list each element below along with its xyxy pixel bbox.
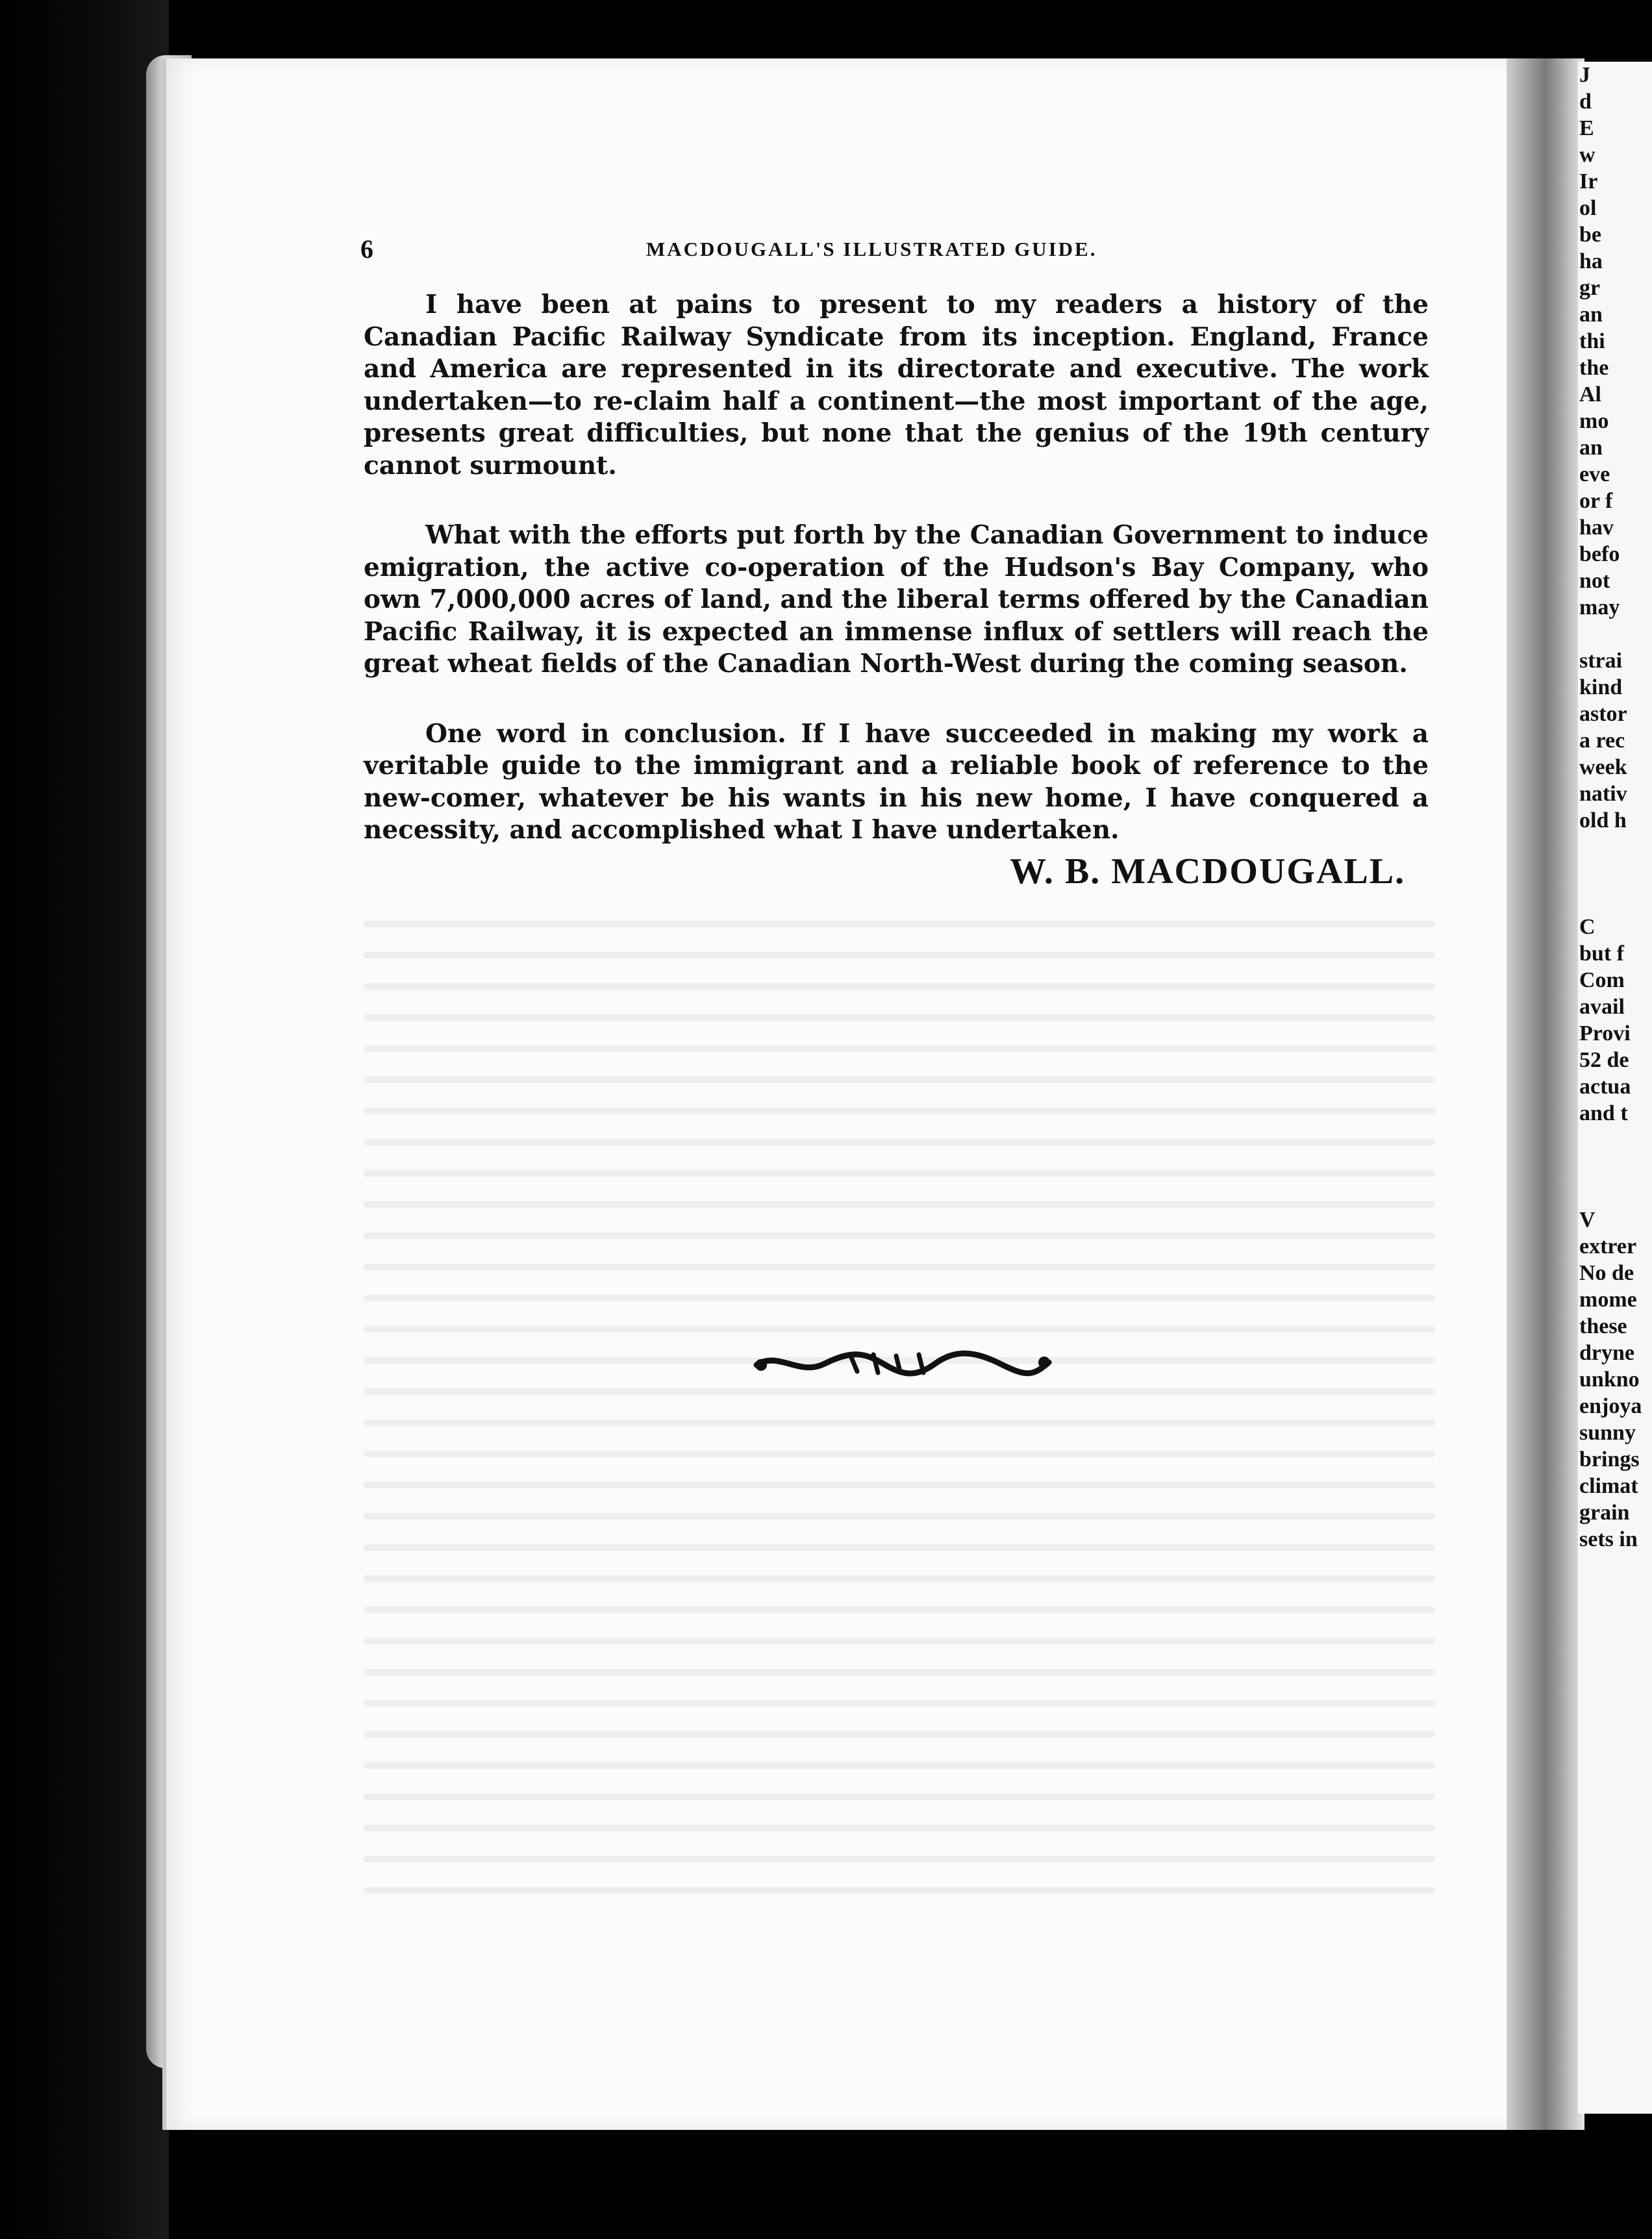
page-gutter-shadow xyxy=(1507,58,1584,2130)
adjacent-page-text: J d E w Ir ol be ha gr an thi the Al mo an eve or f hav befo not may strai kind astor a rec week nativ old h C but f Com avail Provi 52 de actua and t V extrer No de mome these dryne unkno enjoya sunny brings climat grain sets in xyxy=(1579,63,1642,1551)
paragraph-emigration: What with the efforts put forth by the Canadian Government to induce emigration, the active co-operation of the Hudson's Bay Company, who own 7,000,000 acres of land, and the liberal terms offered by the Canadian Pacific Railway, it is expected an immense influx of settlers will reach the great wheat fields of the Canadian North-West during the coming season. xyxy=(364,520,1429,679)
page-number: 6 xyxy=(360,234,373,264)
paragraph-history: I have been at pains to present to my readers a history of the Canadian Pacific Railway Syndicate from its inception. England, France and America are represented in its directorate and executive. The work undertaken—to re-claim half a continent—the most important of the age, presents great difficulties, but none that the genius of the 19th century cannot surmount. xyxy=(364,290,1429,481)
paragraph-conclusion: One word in conclusion. If I have succeeded in making my work a veritable guide to the immigrant and a reliable book of reference to the new-comer, whatever be his wants in his new home, I have conquered a necessity, and accomplished what I have undertaken. xyxy=(364,718,1429,845)
scan-dark-border xyxy=(0,0,169,2239)
decorative-flourish-icon xyxy=(753,1344,1052,1383)
running-header xyxy=(360,234,1464,266)
header-title: MACDOUGALL'S ILLUSTRATED GUIDE. xyxy=(646,238,1097,260)
adjacent-page xyxy=(1578,62,1652,2114)
author-signature: W. B. MACDOUGALL. xyxy=(1010,851,1406,892)
body-text xyxy=(364,289,1429,884)
show-through-text xyxy=(364,896,1435,1968)
